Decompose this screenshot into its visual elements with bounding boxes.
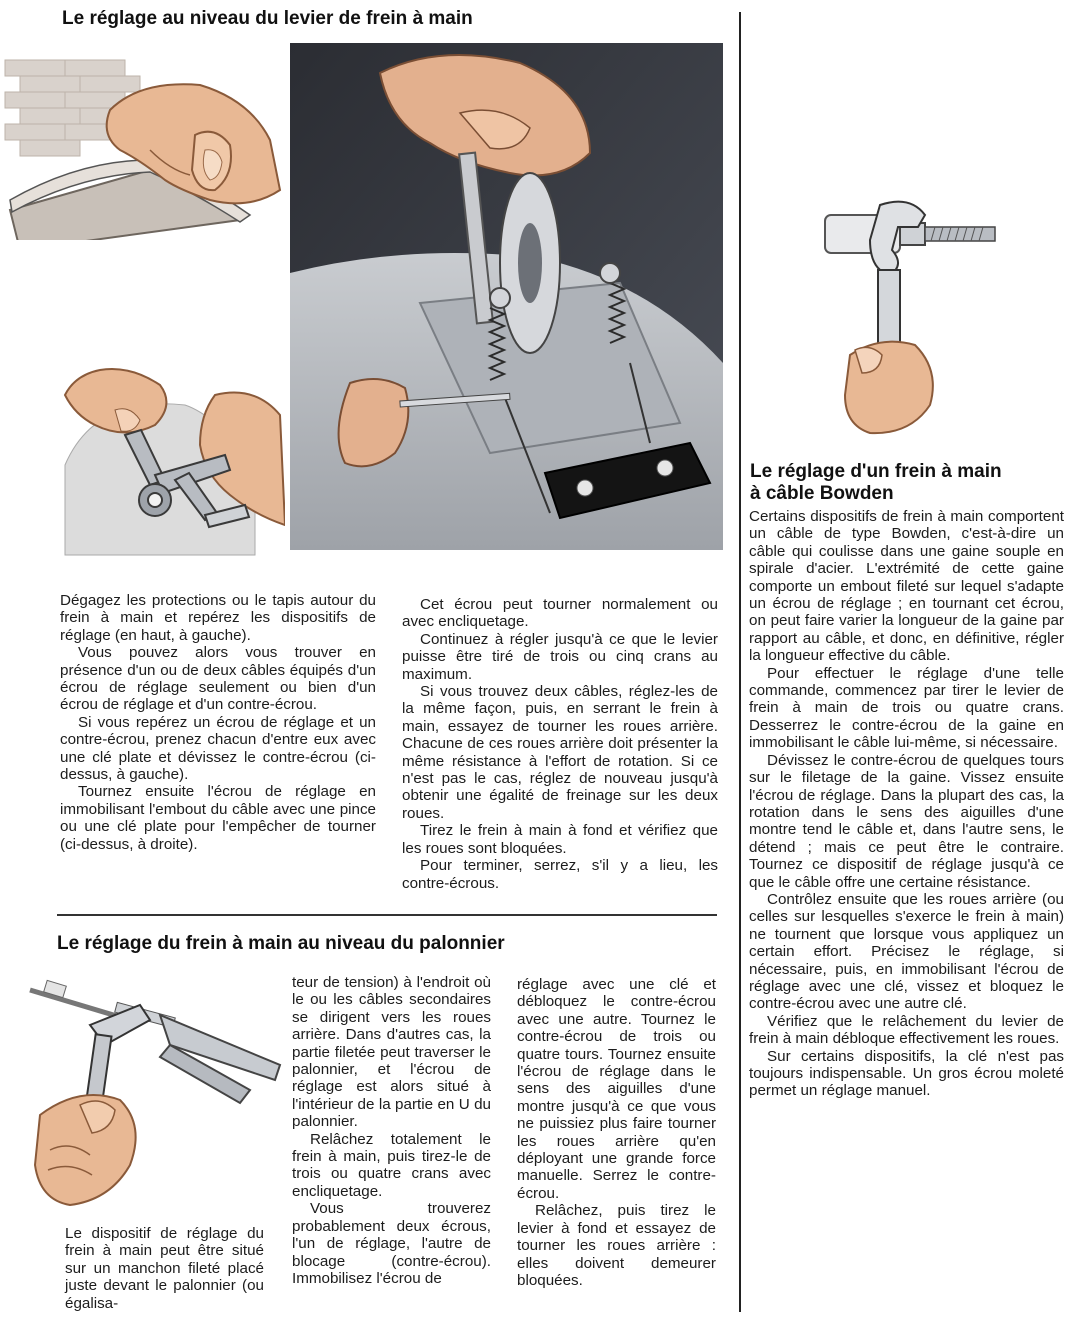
paragraph: teur de tension) à l'endroit où le ou les câbles secondaires se dirigent vers les roues arrière. Dans d'autres cas, la partie filetée peut traverser le palonnier, et l'écrou de réglage est alors situé à l'intérieur de la partie en U du palonnier. [292,974,491,1131]
paragraph: Tournez ensuite l'écrou de réglage en immobilisant l'embout du câble avec une pince ou une clé plate pour l'empêcher de tourner (ci-dessus, à droite). [60,783,376,853]
paragraph: Continuez à régler jusqu'à ce que le levier puisse être tiré de trois ou cinq crans au maximum. [402,630,718,683]
paragraph: Contrôlez ensuite que les roues arrière (ou celles sur lesquelles s'exerce le frein à main) ne tournent que lorsque vous appliquez un certain effort. Précisez le réglage, si nécessaire, puis, en immobilisant l'écrou de réglage avec une clé, vissez et bloquez le contre-écrou avec une autre clé. [749,890,1064,1013]
section2-title: Le réglage du frein à main au niveau du palonnier [57,933,505,954]
paragraph: Relâchez totalement le frein à main, puis tirez-le de trois ou quatre crans avec encliquetage. [292,1130,491,1200]
section1-column-1 [60,592,376,853]
section3-title-line2: à câble Bowden [750,483,894,504]
paragraph: Tirez le frein à main à fond et vérifiez que les roues sont bloquées. [402,822,718,857]
photo-handbrake-adjusters [290,43,723,550]
section1-title: Le réglage au niveau du levier de frein à main [62,8,473,29]
illustration-bowden-adjuster [810,195,1020,440]
paragraph: Vous pouvez alors vous trouver en présence d'un ou de deux câbles équipés d'un écrou de réglage seulement ou bien d'un écrou de réglage et d'un contre-écrou. [60,644,376,714]
section2-column-3 [517,976,716,1289]
paragraph: Dégagez les protections ou le tapis autour du frein à main et repérez les dispositifs de réglage (en haut, à gauche). [60,592,376,644]
paragraph: Vérifiez que le relâchement du levier de frein à main débloque effectivement les roues. [749,1012,1064,1048]
paragraph: Le dispositif de réglage du frein à main peut être situé sur un manchon fileté placé juste devant le palonnier (ou égalisa- [65,1225,264,1312]
illustration-equalizer-wrench [20,965,290,1215]
paragraph: Vous trouverez probablement deux écrous, l'un de réglage, l'autre de blocage (contre-écrou). Immobilisez l'écrou de [292,1200,491,1287]
paragraph: Certains dispositifs de frein à main comportent un câble de type Bowden, c'est-à-dire un câble qui coulisse dans une gaine souple en spirale d'acier. L'extrémité de cette gaine comporte un embout fileté sur lequel s'adapte un écrou de réglage ; en tournant cet écrou, on peut faire varier la longueur de la gaine par rapport au câble, et donc, en définitive, régler la longueur effective du câble. [749,508,1064,665]
paragraph: Sur certains dispositifs, la clé n'est pas toujours indispensable. Un gros écrou moleté permet un réglage manuel. [749,1047,1064,1100]
paragraph: Pour effectuer le réglage d'une telle commande, commencez par tirer le levier de frein à main de trois ou quatre crans. Desserrez le contre-écrou de la gaine en immobilisant le câble lui-même, si nécessaire. [749,664,1064,752]
paragraph: Si vous repérez un écrou de réglage et un contre-écrou, prenez chacun d'entre eux avec une clé plate et dévissez le contre-écrou (ci-dessus, à gauche). [60,713,376,784]
section2-caption [65,1225,264,1312]
paragraph: Relâchez, puis tirez le levier à fond et essayez de tourner les roues arrière : elles doivent demeurer bloquées. [517,1202,716,1289]
paragraph: réglage avec une clé et débloquez le contre-écrou avec une autre. Tournez le contre-écrou de trois ou quatre tours. Tournez ensuite l'écrou de réglage dans le sens des aiguilles d'une montre jusqu'à ce que vous ne puissiez plus faire tourner les roues arrière qu'en déployant une grande force manuelle. Serrez le contre-écrou. [517,976,716,1202]
column-divider [739,12,741,1312]
paragraph: Cet écrou peut tourner normalement ou avec encliquetage. [402,596,718,631]
section2-column-2 [292,974,491,1287]
paragraph: Pour terminer, serrez, s'il y a lieu, les contre-écrous. [402,857,718,892]
paragraph: Si vous trouvez deux câbles, réglez-les de la même façon, puis, en serrant le frein à main, essayez de tourner les roues arrière. Chacune de ces roues arrière doit présenter la même résistance à l'effort de rotation. Si ce n'est pas le cas, réglez de nouveau jusqu'à obtenir une égalité de freinage sur les deux roues. [402,683,718,822]
illustration-lift-carpet [0,40,285,240]
section3-title-line1: Le réglage d'un frein à main [750,461,1002,482]
illustration-wrench-counter-nut [55,265,285,565]
paragraph: Dévissez le contre-écrou de quelques tours sur le filetage de la gaine. Vissez ensuite l'écrou de réglage. Dans la plupart des cas, la rotation dans le sens des aiguilles d'une montre tend le câble et, dans l'autre sens, le détend ; mais ce peut être le contraire. Tournez ce dispositif de réglage jusqu'à ce que le câble offre une certaine résistance. [749,751,1064,891]
section3-title [750,461,1002,505]
section3-column [749,508,1064,1100]
section1-column-2 [402,596,718,892]
section-divider [57,914,717,916]
